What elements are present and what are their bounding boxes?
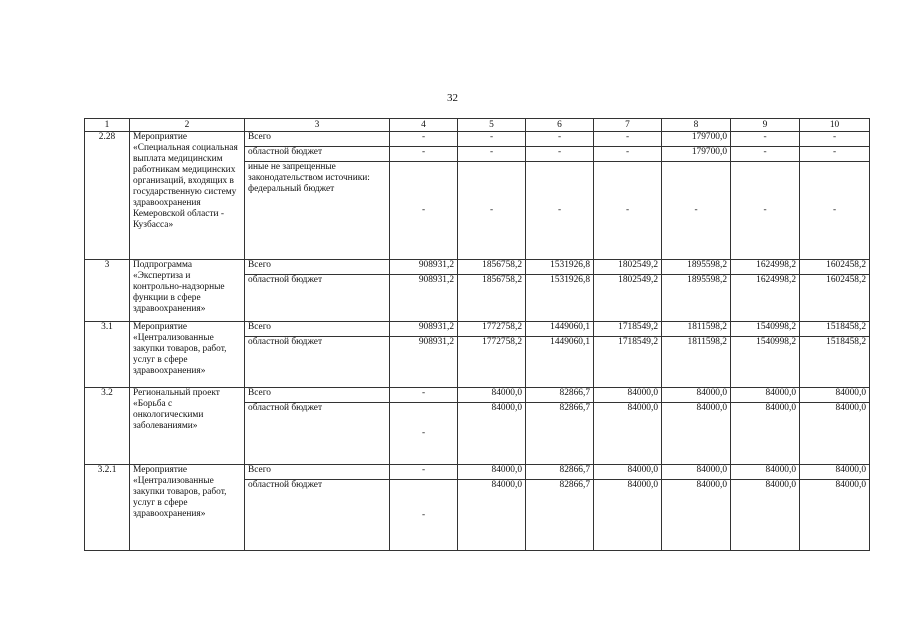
budget-value: 1449060,1 — [526, 337, 594, 388]
budget-value: 82866,7 — [526, 388, 594, 403]
budget-value: 908931,2 — [390, 337, 458, 388]
budget-value: - — [526, 147, 594, 162]
table-row — [85, 388, 870, 403]
column-header: 7 — [594, 119, 662, 132]
funding-source: Всего — [245, 322, 390, 337]
budget-value: 84000,0 — [594, 403, 662, 465]
budget-value: 1895598,2 — [662, 275, 731, 322]
funding-source: Всего — [245, 465, 390, 480]
program-name: Мероприятие «Централизованные закупки товаров, работ, услуг в сфере здравоохранения» — [130, 465, 245, 551]
budget-value: 84000,0 — [458, 388, 526, 403]
funding-source: областной бюджет — [245, 403, 390, 465]
budget-value: 84000,0 — [800, 403, 870, 465]
funding-source: Всего — [245, 132, 390, 147]
column-header: 3 — [245, 119, 390, 132]
budget-value: 84000,0 — [662, 403, 731, 465]
budget-value: 1518458,2 — [800, 322, 870, 337]
budget-value: - — [390, 132, 458, 147]
budget-value: - — [731, 132, 800, 147]
budget-value: - — [800, 162, 870, 260]
budget-table — [84, 118, 870, 551]
budget-value: 908931,2 — [390, 275, 458, 322]
budget-value: 1856758,2 — [458, 275, 526, 322]
budget-value: 1540998,2 — [731, 322, 800, 337]
budget-value: 1531926,8 — [526, 275, 594, 322]
table-row — [85, 465, 870, 480]
budget-value: - — [390, 480, 458, 551]
budget-value: 1811598,2 — [662, 322, 731, 337]
budget-value: - — [731, 162, 800, 260]
budget-value: 82866,7 — [526, 403, 594, 465]
column-header: 10 — [800, 119, 870, 132]
budget-value: - — [594, 162, 662, 260]
budget-value: 84000,0 — [662, 388, 731, 403]
budget-value: 1718549,2 — [594, 322, 662, 337]
budget-value: 1624998,2 — [731, 275, 800, 322]
budget-value: 1811598,2 — [662, 337, 731, 388]
budget-value: 84000,0 — [662, 465, 731, 480]
program-name: Мероприятие «Специальная социальная выплата медицинским работникам медицинских организаций, входящих в государственную систему здравоохранения Кемеровской области - Кузбасса» — [130, 132, 245, 260]
budget-value: 84000,0 — [731, 388, 800, 403]
funding-source: областной бюджет — [245, 147, 390, 162]
budget-value: 84000,0 — [458, 403, 526, 465]
budget-value: - — [390, 162, 458, 260]
budget-value: - — [526, 162, 594, 260]
budget-value: 908931,2 — [390, 322, 458, 337]
row-number: 2.28 — [85, 132, 130, 260]
budget-value: - — [458, 162, 526, 260]
column-header: 8 — [662, 119, 731, 132]
column-header: 6 — [526, 119, 594, 132]
budget-value: - — [458, 132, 526, 147]
budget-value: 84000,0 — [800, 465, 870, 480]
table-header-row — [85, 119, 870, 132]
budget-value: 1802549,2 — [594, 260, 662, 275]
funding-source: областной бюджет — [245, 337, 390, 388]
budget-value: 179700,0 — [662, 132, 731, 147]
budget-value: - — [390, 388, 458, 403]
budget-value: 84000,0 — [594, 480, 662, 551]
budget-value: - — [526, 132, 594, 147]
row-number: 3 — [85, 260, 130, 322]
table-row — [85, 132, 870, 147]
table-row — [85, 322, 870, 337]
budget-value: 84000,0 — [731, 403, 800, 465]
budget-value: 1518458,2 — [800, 337, 870, 388]
program-name: Подпрограмма «Экспертиза и контрольно-надзорные функции в сфере здравоохранения» — [130, 260, 245, 322]
funding-source: областной бюджет — [245, 480, 390, 551]
budget-value: - — [662, 162, 731, 260]
funding-source: Всего — [245, 260, 390, 275]
budget-value: 84000,0 — [594, 465, 662, 480]
budget-value: 1772758,2 — [458, 322, 526, 337]
budget-value: - — [731, 147, 800, 162]
budget-value: 1540998,2 — [731, 337, 800, 388]
budget-value: 84000,0 — [800, 388, 870, 403]
budget-value: 82866,7 — [526, 465, 594, 480]
column-header: 4 — [390, 119, 458, 132]
table-row — [85, 260, 870, 275]
budget-value: 84000,0 — [800, 480, 870, 551]
budget-value: - — [458, 147, 526, 162]
budget-value: 1772758,2 — [458, 337, 526, 388]
program-name: Мероприятие «Централизованные закупки товаров, работ, услуг в сфере здравоохранения» — [130, 322, 245, 388]
budget-value: - — [390, 147, 458, 162]
budget-value: 84000,0 — [662, 480, 731, 551]
budget-value: 84000,0 — [731, 465, 800, 480]
funding-source: Всего — [245, 388, 390, 403]
budget-value: - — [390, 465, 458, 480]
row-number: 3.2 — [85, 388, 130, 465]
budget-value: 1531926,8 — [526, 260, 594, 275]
budget-value: 179700,0 — [662, 147, 731, 162]
budget-value: 1449060,1 — [526, 322, 594, 337]
budget-value: 84000,0 — [458, 480, 526, 551]
budget-value: 1624998,2 — [731, 260, 800, 275]
budget-value: 84000,0 — [594, 388, 662, 403]
funding-source: областной бюджет — [245, 275, 390, 322]
budget-value: - — [800, 147, 870, 162]
funding-source: иные не запрещенные законодательством источники: федеральный бюджет — [245, 162, 390, 260]
row-number: 3.1 — [85, 322, 130, 388]
column-header: 2 — [130, 119, 245, 132]
budget-value: 84000,0 — [731, 480, 800, 551]
budget-value: 908931,2 — [390, 260, 458, 275]
row-number: 3.2.1 — [85, 465, 130, 551]
budget-value: 84000,0 — [458, 465, 526, 480]
column-header: 5 — [458, 119, 526, 132]
budget-value: - — [594, 147, 662, 162]
table-body — [85, 132, 870, 551]
budget-value: 1602458,2 — [800, 260, 870, 275]
program-name: Региональный проект «Борьба с онкологическими заболеваниями» — [130, 388, 245, 465]
budget-value: 1802549,2 — [594, 275, 662, 322]
page-number: 32 — [447, 92, 458, 104]
budget-value: 1856758,2 — [458, 260, 526, 275]
budget-value: 1895598,2 — [662, 260, 731, 275]
column-header: 1 — [85, 119, 130, 132]
budget-value: - — [594, 132, 662, 147]
column-header: 9 — [731, 119, 800, 132]
budget-value: - — [390, 403, 458, 465]
budget-value: 82866,7 — [526, 480, 594, 551]
budget-value: 1718549,2 — [594, 337, 662, 388]
budget-value: 1602458,2 — [800, 275, 870, 322]
budget-value: - — [800, 132, 870, 147]
